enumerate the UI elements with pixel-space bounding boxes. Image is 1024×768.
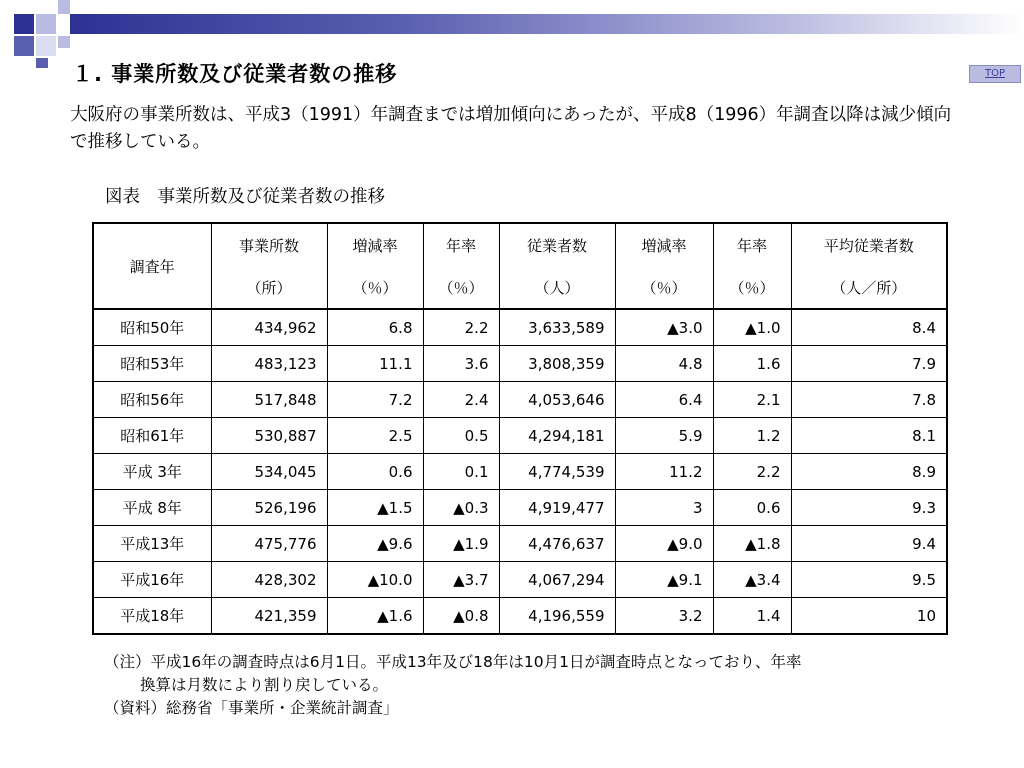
- table-cell: 9.5: [791, 562, 947, 598]
- table-cell: 4,067,294: [499, 562, 615, 598]
- table-cell: 3,808,359: [499, 346, 615, 382]
- source-line: （資料）総務省「事業所・企業統計調査」: [104, 699, 399, 717]
- table-cell: 530,887: [211, 418, 327, 454]
- column-header: 増減率: [615, 223, 713, 266]
- notes: [104, 651, 801, 720]
- table-cell: 4,294,181: [499, 418, 615, 454]
- table-cell: 9.4: [791, 526, 947, 562]
- decor-square: [58, 0, 70, 14]
- table-unit-row: [93, 266, 947, 309]
- column-unit: （％）: [423, 266, 499, 309]
- table-cell: 2.2: [423, 309, 499, 346]
- decor-square: [36, 36, 56, 56]
- column-header: 平均従業者数: [791, 223, 947, 266]
- table-cell: ▲1.8: [713, 526, 791, 562]
- column-header: 増減率: [327, 223, 423, 266]
- table-cell: ▲0.8: [423, 598, 499, 635]
- decor-square: [14, 36, 34, 56]
- table-cell: 1.4: [713, 598, 791, 635]
- table-cell: 2.2: [713, 454, 791, 490]
- table-cell: 3.2: [615, 598, 713, 635]
- lead-paragraph: 大阪府の事業所数は、平成3（1991）年調査までは増加傾向にあったが、平成8（1996）年調査以降は減少傾向で推移している。: [70, 105, 952, 152]
- table-cell: 7.2: [327, 382, 423, 418]
- header-gradient-bar: [70, 14, 1024, 34]
- table-cell: ▲1.9: [423, 526, 499, 562]
- decor-square: [14, 14, 34, 34]
- table-row: [93, 598, 947, 635]
- table-row: [93, 454, 947, 490]
- table-cell: 3: [615, 490, 713, 526]
- table-cell: ▲1.5: [327, 490, 423, 526]
- table-cell: 4,196,559: [499, 598, 615, 635]
- table-cell: ▲3.0: [615, 309, 713, 346]
- decor-square: [36, 14, 56, 34]
- table-cell: 6.8: [327, 309, 423, 346]
- table-cell: ▲1.6: [327, 598, 423, 635]
- table-cell: 11.1: [327, 346, 423, 382]
- table-cell: 0.5: [423, 418, 499, 454]
- row-year: 平成 8年: [93, 490, 211, 526]
- column-header: 年率: [423, 223, 499, 266]
- table-cell: 2.5: [327, 418, 423, 454]
- year-column-header: 調査年: [93, 223, 211, 309]
- table-cell: 434,962: [211, 309, 327, 346]
- table-cell: 483,123: [211, 346, 327, 382]
- table-cell: 475,776: [211, 526, 327, 562]
- table-cell: 9.3: [791, 490, 947, 526]
- figure-caption: 図表 事業所数及び従業者数の推移: [105, 187, 385, 207]
- table-cell: 0.6: [327, 454, 423, 490]
- decor-square: [36, 58, 48, 68]
- table-row: [93, 526, 947, 562]
- table-header-row: [93, 223, 947, 266]
- column-header: 事業所数: [211, 223, 327, 266]
- table-cell: 10: [791, 598, 947, 635]
- table-cell: 7.8: [791, 382, 947, 418]
- note-line: （注）平成16年の調査時点は6月1日。平成13年及び18年は10月1日が調査時点となっており、年率: [104, 653, 802, 671]
- note-line: 換算は月数により割り戻している。: [140, 676, 389, 694]
- table-row: [93, 382, 947, 418]
- row-year: 平成18年: [93, 598, 211, 635]
- column-unit: （％）: [327, 266, 423, 309]
- table-cell: 6.4: [615, 382, 713, 418]
- decor-square: [58, 36, 70, 48]
- table-cell: 428,302: [211, 562, 327, 598]
- row-year: 昭和61年: [93, 418, 211, 454]
- data-table: [92, 222, 948, 635]
- table-cell: 3.6: [423, 346, 499, 382]
- table-cell: 11.2: [615, 454, 713, 490]
- table-cell: 4,476,637: [499, 526, 615, 562]
- row-year: 昭和53年: [93, 346, 211, 382]
- column-unit: （人）: [499, 266, 615, 309]
- table-cell: 534,045: [211, 454, 327, 490]
- row-year: 平成13年: [93, 526, 211, 562]
- row-year: 昭和50年: [93, 309, 211, 346]
- table-row: [93, 490, 947, 526]
- table-cell: 8.9: [791, 454, 947, 490]
- table-cell: 517,848: [211, 382, 327, 418]
- table-cell: 2.4: [423, 382, 499, 418]
- row-year: 昭和56年: [93, 382, 211, 418]
- table-cell: 3,633,589: [499, 309, 615, 346]
- table-cell: ▲1.0: [713, 309, 791, 346]
- table-cell: 8.4: [791, 309, 947, 346]
- table-cell: 7.9: [791, 346, 947, 382]
- column-header: 従業者数: [499, 223, 615, 266]
- row-year: 平成16年: [93, 562, 211, 598]
- table-cell: 421,359: [211, 598, 327, 635]
- column-unit: （％）: [713, 266, 791, 309]
- table-cell: 0.6: [713, 490, 791, 526]
- table-cell: 8.1: [791, 418, 947, 454]
- table-cell: ▲9.1: [615, 562, 713, 598]
- table-cell: 4.8: [615, 346, 713, 382]
- table-cell: 2.1: [713, 382, 791, 418]
- table-cell: 5.9: [615, 418, 713, 454]
- table-cell: ▲9.6: [327, 526, 423, 562]
- table-cell: 4,919,477: [499, 490, 615, 526]
- table-cell: 4,774,539: [499, 454, 615, 490]
- table-cell: ▲10.0: [327, 562, 423, 598]
- table-row: [93, 418, 947, 454]
- table-cell: 1.6: [713, 346, 791, 382]
- table-row: [93, 562, 947, 598]
- table-cell: ▲0.3: [423, 490, 499, 526]
- page-title: １. 事業所数及び従業者数の推移: [72, 62, 398, 86]
- table-row: [93, 309, 947, 346]
- column-header: 年率: [713, 223, 791, 266]
- top-link-button[interactable]: TOP: [969, 65, 1021, 83]
- row-year: 平成 3年: [93, 454, 211, 490]
- table-cell: 0.1: [423, 454, 499, 490]
- table-cell: ▲3.4: [713, 562, 791, 598]
- table-row: [93, 346, 947, 382]
- table-cell: ▲3.7: [423, 562, 499, 598]
- column-unit: （％）: [615, 266, 713, 309]
- table-cell: 526,196: [211, 490, 327, 526]
- column-unit: （所）: [211, 266, 327, 309]
- column-unit: （人／所）: [791, 266, 947, 309]
- table-cell: 4,053,646: [499, 382, 615, 418]
- table-cell: ▲9.0: [615, 526, 713, 562]
- table-cell: 1.2: [713, 418, 791, 454]
